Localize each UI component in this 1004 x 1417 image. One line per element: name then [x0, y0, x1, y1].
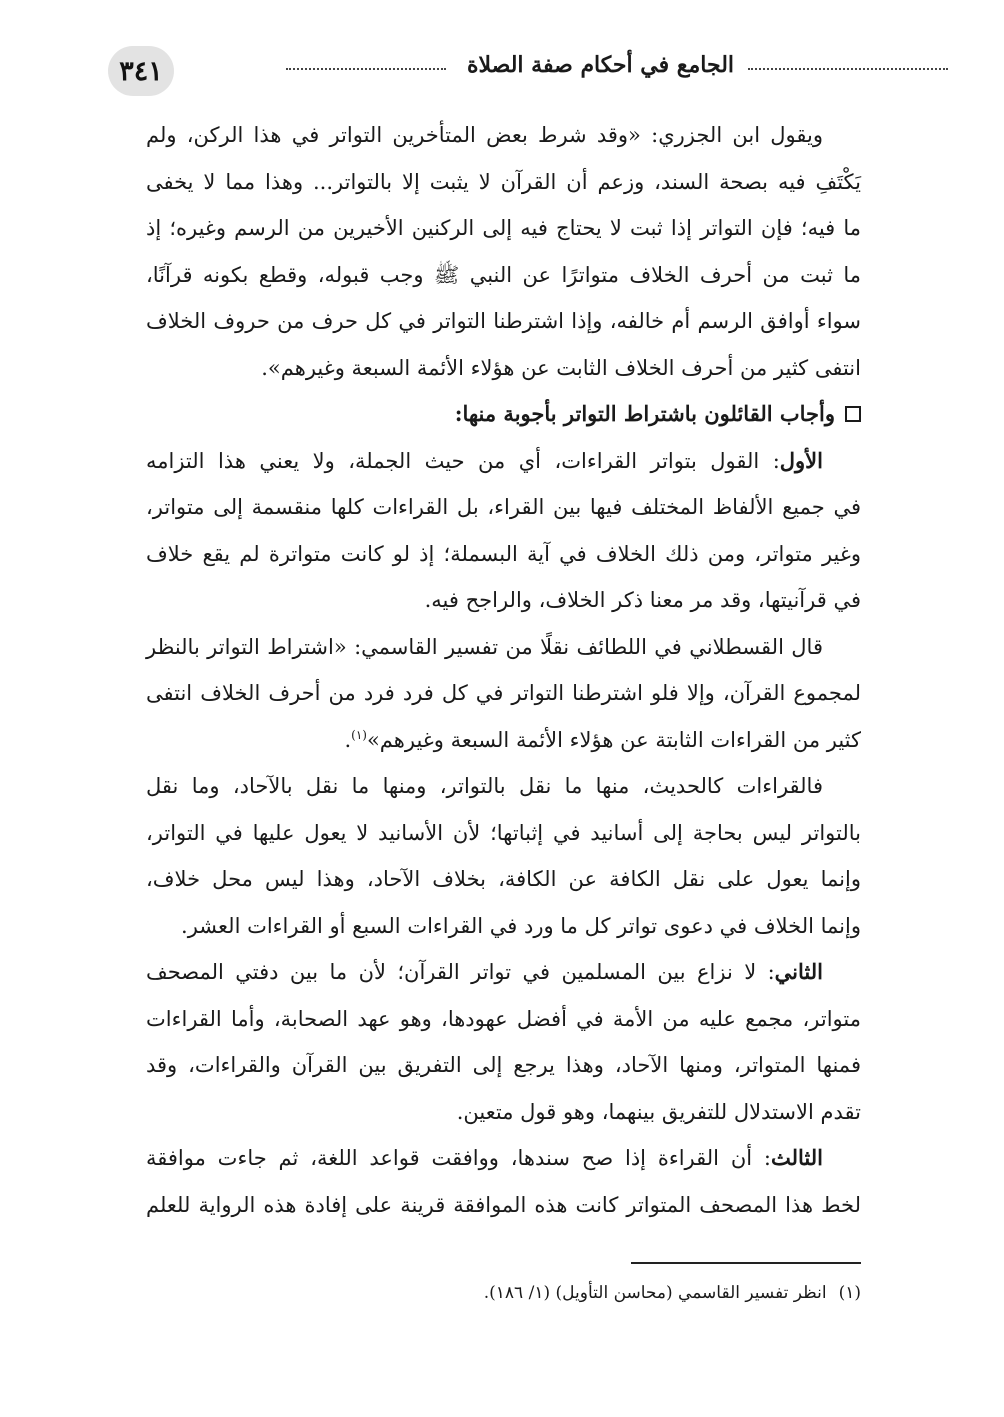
text-line: سواء أوافق الرسم أم خالفه، وإذا اشترطنا التواتر في كل حرف من حروف الخلاف	[146, 309, 861, 333]
text-line: انتفى كثير من أحرف الخلاف الثابت عن هؤلاء الأئمة السبعة وغيرهم».	[261, 355, 861, 380]
answer-lead-first: الأول	[779, 447, 823, 473]
section-heading	[146, 391, 861, 438]
footnote-reference[interactable]: (١)	[351, 727, 367, 742]
quote-last-line: كثير من القراءات الثابتة عن هؤلاء الأئمة السبعة وغيرهم»	[366, 727, 861, 752]
text-line: لخط هذا المصحف المتواتر كانت هذه الموافقة قرينة على إفادة هذه الرواية للعلم	[146, 1192, 861, 1217]
paragraph-ibn-aljazari	[146, 112, 861, 391]
running-header	[108, 46, 848, 104]
paragraph-answer-third	[146, 1135, 861, 1228]
answer-lead-third: الثالث	[771, 1145, 823, 1170]
header-dotted-rule-left	[286, 66, 446, 70]
text-line: في جميع الألفاظ المختلف فيها بين القراء، بل القراءات كلها منقسمة إلى متواتر،	[146, 495, 861, 519]
footnote-separator	[631, 1262, 861, 1264]
text-line: يَكْتَفِ فيه بصحة السند، وزعم أن القرآن لا يثبت إلا بالتواتر... وهذا مما لا يخفى	[146, 169, 861, 194]
section-heading-text: وأجاب القائلون باشتراط التواتر بأجوبة منها:	[454, 401, 835, 426]
answer-text: : لا نزاع بين المسلمين في تواتر القرآن؛ لأن ما بين دفتي المصحف	[146, 960, 775, 984]
footnote-text: انظر تفسير القاسمي (محاسن التأويل) (١/ ١٨٦).	[483, 1283, 827, 1303]
text-line: فمنها المتواتر، ومنها الآحاد، وهذا يرجع إلى التفريق بين القرآن والقراءات، وقد	[146, 1053, 861, 1077]
answer-text: : القول بتواتر القراءات، أي من حيث الجملة، ولا يعني هذا التزامه	[146, 448, 780, 473]
header-dotted-rule-right	[748, 66, 948, 70]
text-line: قال القسطلاني في اللطائف نقلًا من تفسير القاسمي: «اشتراط التواتر بالنظر	[146, 634, 823, 659]
text-line: وإنما يعول على نقل الكافة عن الكافة، بخلاف الآحاد، وهذا ليس محل خلاف،	[146, 867, 861, 891]
square-bullet-icon	[845, 406, 861, 422]
text-line: متواتر، مجمع عليه من الأمة في أفضل عهودها، وهو عهد الصحابة، وأما القراءات	[146, 1006, 861, 1031]
text-line: تقدم الاستدلال للتفريق بينهما، وهو قول متعين.	[456, 1099, 861, 1124]
paragraph-answer-second	[146, 949, 861, 1135]
main-text	[146, 112, 861, 1228]
quote-end-mark: .	[344, 727, 352, 752]
running-title: الجامع في أحكام صفة الصلاة	[466, 52, 735, 78]
text-line	[146, 1135, 861, 1182]
text-line: وغير متواتر، ومن ذلك الخلاف في آية البسملة؛ إذ لو كانت متواترة لم يقع خلاف	[146, 541, 861, 566]
page-number-badge: ٣٤١	[108, 46, 174, 96]
text-line: ويقول ابن الجزري: «وقد شرط بعض المتأخرين التواتر في هذا الركن، ولم	[146, 123, 823, 147]
paragraph-hadith-comparison	[146, 763, 861, 949]
footnote-number: (١)	[838, 1283, 861, 1303]
text-line: فالقراءات كالحديث، منها ما نقل بالتواتر، ومنها ما نقل بالآحاد، وما نقل	[146, 774, 823, 798]
text-line: وإنما الخلاف في دعوى تواتر كل ما ورد في القراءات السبع أو القراءات العشر.	[181, 913, 861, 938]
text-line: في قرآنيتها، وقد مر معنا ذكر الخلاف، والراجح فيه.	[424, 588, 861, 612]
text-line	[146, 438, 861, 485]
text-line: لمجموع القرآن، وإلا فلو اشترطنا التواتر في كل فرد فرد من أحرف الخلاف انتفى	[146, 681, 861, 705]
text-line: ما فيه؛ فإن التواتر إذا ثبت لا يحتاج فيه إلى الركنين الأخيرين من الرسم وغيره؛ إذ	[146, 216, 861, 240]
answer-lead-second: الثاني	[774, 959, 823, 984]
text-line	[146, 949, 861, 996]
text-line	[146, 717, 861, 764]
paragraph-answer-first	[146, 438, 861, 624]
paragraph-qastallani-quote	[146, 624, 861, 764]
text-line: بالتواتر ليس بحاجة إلى أسانيد في إثباتها؛ لأن الأسانيد لا يعول عليها في التواتر،	[146, 820, 861, 845]
answer-text: : أن القراءة إذا صح سندها، ووافقت قواعد اللغة، ثم جاءت موافقة	[146, 1146, 771, 1170]
text-line: ما ثبت من أحرف الخلاف متواترًا عن النبي ﷺ وجب قبوله، وقطع بكونه قرآنًا،	[146, 262, 861, 287]
footnote	[146, 1278, 861, 1308]
